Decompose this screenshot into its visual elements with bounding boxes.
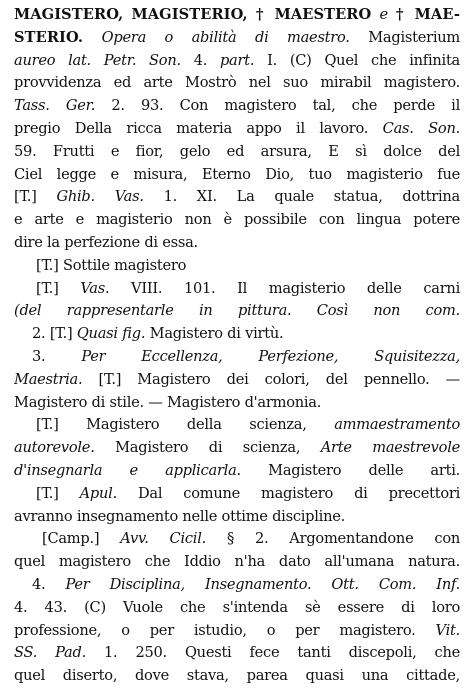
text-run: § 2. Argomentandone con [206, 530, 460, 548]
text-run: Magistero di virtù. [145, 325, 284, 343]
italic-run: Quasi fig. [76, 325, 146, 343]
entry-line [14, 460, 460, 483]
italic-run: Tass. Ger. [14, 97, 96, 115]
italic-run: Avv. Cicil. [120, 530, 207, 548]
text-run: 1. XI. La quale statua, dottrina [143, 188, 460, 206]
text-run: [T.] [36, 484, 80, 502]
italic-run: Cas. Son. [382, 119, 460, 137]
italic-run: d'insegnarla e applicarla. [14, 461, 241, 479]
italic-run: del rappresentarle in pittura. Così non com. [19, 302, 460, 320]
italic-run: Vit. [435, 621, 460, 639]
entry-line [14, 209, 460, 232]
text-run: e arte e magisterio non è possibile con lingua potere [14, 211, 460, 229]
text-run: Magistero di stile. — Magistero d'armonia. [14, 393, 322, 411]
entry-line [14, 574, 460, 597]
headword: STERIO. [14, 28, 84, 46]
text-run: dire la perfezione di essa. [14, 233, 198, 251]
entry-line [14, 528, 460, 551]
entry-line [14, 95, 460, 118]
italic-run: Per Disciplina, Insegnamento. Ott. Com. Inf. [65, 575, 460, 593]
entry-line [14, 414, 460, 437]
entry-line [14, 392, 460, 415]
text-run: pregio Della ricca materia appo il lavoro. [14, 119, 383, 137]
entry-line [14, 642, 460, 665]
text-run: [Camp.] [42, 530, 121, 548]
entry-line [14, 4, 460, 27]
text-run: Magistero di scienza, [94, 439, 321, 457]
entry-line [14, 50, 460, 73]
italic-run: e [379, 6, 388, 23]
entry-line [14, 232, 460, 255]
italic-run: ammaestramento [334, 416, 460, 434]
italic-run: Ghib. Vas. [56, 188, 144, 206]
italic-run: ( [14, 302, 20, 320]
text-run: 4. [180, 51, 220, 69]
headword: † MAE- [387, 6, 460, 23]
entry-line [14, 369, 460, 392]
entry-line [14, 323, 460, 346]
entry-line [14, 27, 460, 50]
entry-line [14, 506, 460, 529]
text-run: quel diserto, dove stava, parea quasi una cittade, [14, 667, 460, 685]
entry-line [14, 118, 460, 141]
italic-run: autorevole. [14, 439, 95, 457]
entry-line [14, 72, 460, 95]
entry-line [14, 300, 460, 323]
text-run: provvidenza ed arte Mostrò nel suo mirabil magistero. [14, 74, 460, 92]
italic-run: Arte maestrevole [320, 439, 460, 457]
text-run: 1. 250. Questi fece tanti discepoli, che [85, 644, 460, 662]
entry-line [14, 597, 460, 620]
entry-line [14, 483, 460, 506]
text-run [83, 29, 102, 46]
text-run: [T.] Magistero della scienza, [36, 416, 335, 434]
text-run: [T.] Magistero dei colori, del pennello. — [82, 370, 460, 388]
text-run: Dal comune magistero di precettori [116, 484, 460, 502]
text-run: [T.] [14, 188, 57, 206]
text-run: 4. [32, 575, 66, 593]
italic-run: SS. Pad. [14, 644, 86, 662]
italic-run: Vas. [80, 279, 110, 297]
entry-line [14, 164, 460, 187]
entry-line [14, 665, 460, 688]
text-run: [T.] Sottile magistero [36, 256, 187, 274]
text-run: professione, o per istudio, o per magistero. [14, 621, 436, 639]
italic-run: Per Eccellenza, Perfezione, Squisitezza, [81, 347, 460, 365]
entry-line [14, 186, 460, 209]
text-run: 2. 93. Con magistero tal, che perde il [95, 97, 460, 115]
text-run: I. (C) Quel che infinita [254, 51, 460, 69]
entry-line [14, 141, 460, 164]
entry-line [14, 278, 460, 301]
italic-run: part. [219, 51, 255, 69]
text-run: 59. Frutti e fior, gelo ed arsura, E sì dolce del [14, 142, 460, 160]
text-run: Magisterium [349, 28, 460, 46]
headword: MAGISTERO, MAGISTERIO, † MAESTERO [14, 6, 380, 23]
text-run: 4. 43. (C) Vuole che s'intenda sè essere di loro [14, 598, 460, 616]
italic-run: Apul. [79, 484, 117, 502]
text-run: quel magistero che Iddio n'ha dato all'umana natura. [14, 553, 460, 571]
text-run: VIII. 101. Il magisterio delle carni [109, 279, 460, 297]
italic-run: aureo lat. Petr. Son. [14, 51, 181, 69]
italic-run: Opera o abilità di maestro. [101, 28, 350, 46]
entry-line [14, 620, 460, 643]
text-run: 2. [T.] [32, 325, 77, 343]
text-run: Ciel legge e misura, Eterno Dio, tuo magisterio fue [14, 165, 460, 183]
entry-line [14, 255, 460, 278]
entry-line [14, 346, 460, 369]
text-run: [T.] [36, 279, 81, 297]
entry-line [14, 551, 460, 574]
text-run: Magistero delle arti. [240, 461, 460, 479]
italic-run: Maestria. [14, 370, 83, 388]
text-run: avranno insegnamento nelle ottime discipline. [14, 507, 346, 525]
entry-line [14, 437, 460, 460]
text-run: 3. [32, 347, 82, 365]
